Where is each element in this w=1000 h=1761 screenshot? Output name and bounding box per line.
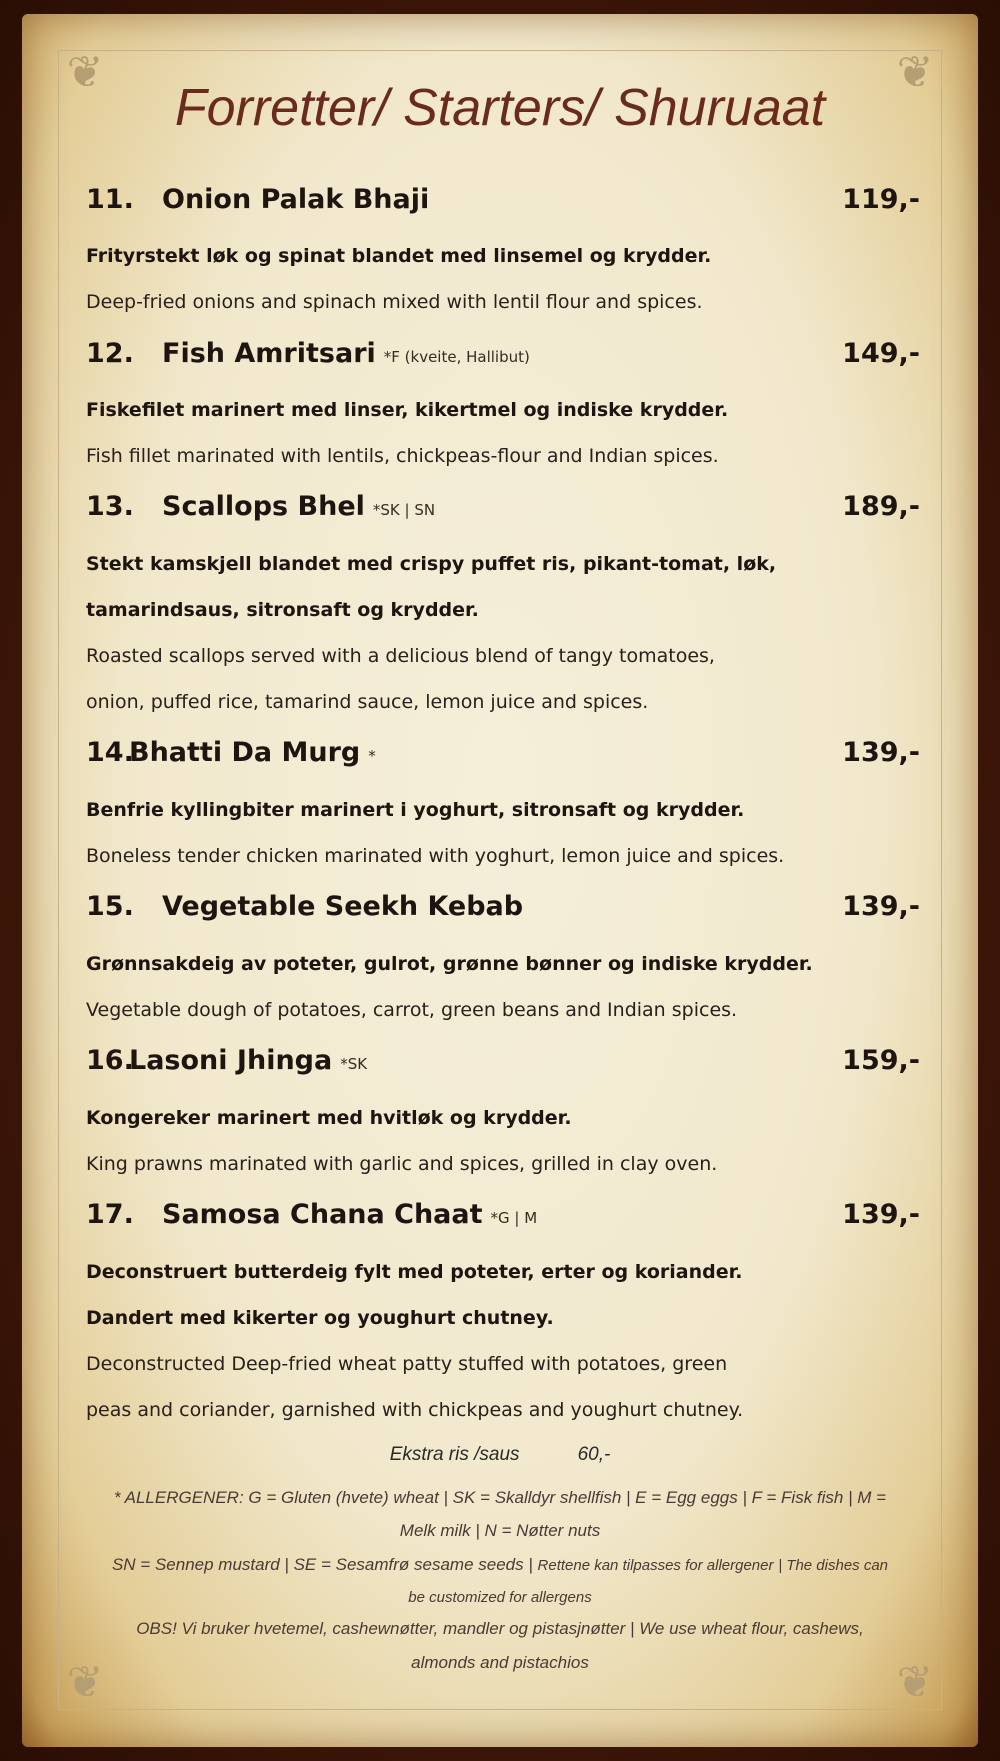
allergen-note-line: * ALLERGENER: G = Gluten (hvete) wheat | SK = Skalldyr shellfish | E = Egg eggs | F = Fisk fish | M = (113, 1488, 887, 1507)
item-description-en: King prawns marinated with garlic and spices, grilled in clay oven. (86, 1153, 718, 1175)
item-price: 159,- (842, 1045, 920, 1076)
item-description-no: Kongereker marinert med hvitløk og krydder. (86, 1107, 572, 1129)
allergen-note-line: Melk milk | N = Nøtter nuts (399, 1521, 601, 1540)
menu-item-14 (86, 737, 920, 781)
corner-ornament-icon: ❦ (66, 1657, 104, 1708)
item-description-en: Roasted scallops served with a delicious blend of tangy tomatoes, (86, 645, 715, 667)
item-name: Fish Amritsari *F (kveite, Hallibut) (162, 338, 530, 369)
menu-item-11 (86, 184, 920, 228)
item-name: Bhatti Da Murg * (129, 737, 376, 768)
item-description-en: Deconstructed Deep-fried wheat patty stuffed with potatoes, green (86, 1353, 728, 1375)
item-description-en: Deep-fried onions and spinach mixed with lentil flour and spices. (86, 291, 703, 313)
item-description-no: Grønnsakdeig av poteter, gulrot, grønne bønner og indiske krydder. (86, 953, 813, 975)
item-number: 15. (86, 891, 134, 922)
item-price: 139,- (842, 737, 920, 768)
corner-ornament-icon: ❦ (66, 47, 104, 98)
item-number: 13. (86, 491, 134, 522)
item-price: 139,- (842, 891, 920, 922)
item-description-no: Stekt kamskjell blandet med crispy puffet ris, pikant-tomat, løk, (86, 553, 777, 575)
allergen-tag: *SK | SN (372, 501, 436, 519)
item-description-no: Benfrie kyllingbiter marinert i yoghurt, sitronsaft og krydder. (86, 799, 745, 821)
item-price: 189,- (842, 491, 920, 522)
allergen-tag: *F (kveite, Hallibut) (383, 348, 530, 366)
item-description-no: Deconstruert butterdeig fylt med poteter, erter og koriander. (86, 1261, 743, 1283)
corner-ornament-icon: ❦ (896, 47, 934, 98)
extra-label: Ekstra ris /saus (389, 1444, 520, 1465)
allergen-note-line: be customized for allergens (408, 1589, 592, 1606)
item-price: 139,- (842, 1199, 920, 1230)
item-description-en: Fish fillet marinated with lentils, chickpeas-flour and Indian spices. (86, 445, 719, 467)
menu-item-15 (86, 891, 920, 935)
item-price: 119,- (842, 184, 920, 215)
item-description-en: Vegetable dough of potatoes, carrot, green beans and Indian spices. (86, 999, 738, 1021)
allergen-note-line: SN = Sennep mustard | SE = Sesamfrø sesame seeds | Rettene kan tilpasses for allergener | The dishes can (111, 1555, 889, 1574)
item-price: 149,- (842, 338, 920, 369)
allergen-tag: * (368, 747, 376, 765)
menu-item-17 (86, 1199, 920, 1243)
item-description-en: onion, puffed rice, tamarind sauce, lemon juice and spices. (86, 691, 649, 713)
menu-item-13 (86, 491, 920, 535)
allergen-tag: *G | M (490, 1209, 538, 1227)
item-description-no: Dandert med kikerter og youghurt chutney. (86, 1307, 554, 1329)
extra-rice-sauce (0, 1444, 1000, 1466)
extra-price: 60,- (577, 1444, 611, 1465)
menu-item-12 (86, 338, 920, 382)
item-number: 12. (86, 338, 134, 369)
item-description-en: Boneless tender chicken marinated with yoghurt, lemon juice and spices. (86, 845, 785, 867)
item-description-no: Fiskefilet marinert med linser, kikertmel og indiske krydder. (86, 399, 729, 421)
item-description-no: Frityrstekt løk og spinat blandet med linsemel og krydder. (86, 245, 712, 267)
item-number: 16. (86, 1045, 134, 1076)
item-description-no: tamarindsaus, sitronsaft og krydder. (86, 599, 479, 621)
allergen-tag: *SK (340, 1055, 368, 1073)
item-name: Samosa Chana Chaat *G | M (162, 1199, 538, 1230)
obs-note-line: almonds and pistachios (411, 1653, 589, 1672)
item-name: Onion Palak Bhaji (162, 184, 430, 215)
item-number: 11. (86, 184, 134, 215)
item-number: 14. (86, 737, 134, 768)
menu-section-title: Forretter/ Starters/ Shuruaat (174, 79, 826, 137)
menu-item-16 (86, 1045, 920, 1089)
item-description-en: peas and coriander, garnished with chickpeas and youghurt chutney. (86, 1399, 744, 1421)
corner-ornament-icon: ❦ (896, 1657, 934, 1708)
item-name: Vegetable Seekh Kebab (162, 891, 524, 922)
obs-note-line: OBS! Vi bruker hvetemel, cashewnøtter, mandler og pistasjnøtter | We use wheat flour, cashews, (136, 1619, 864, 1638)
item-name: Lasoni Jhinga *SK (129, 1045, 368, 1076)
item-number: 17. (86, 1199, 134, 1230)
item-name: Scallops Bhel *SK | SN (162, 491, 436, 522)
